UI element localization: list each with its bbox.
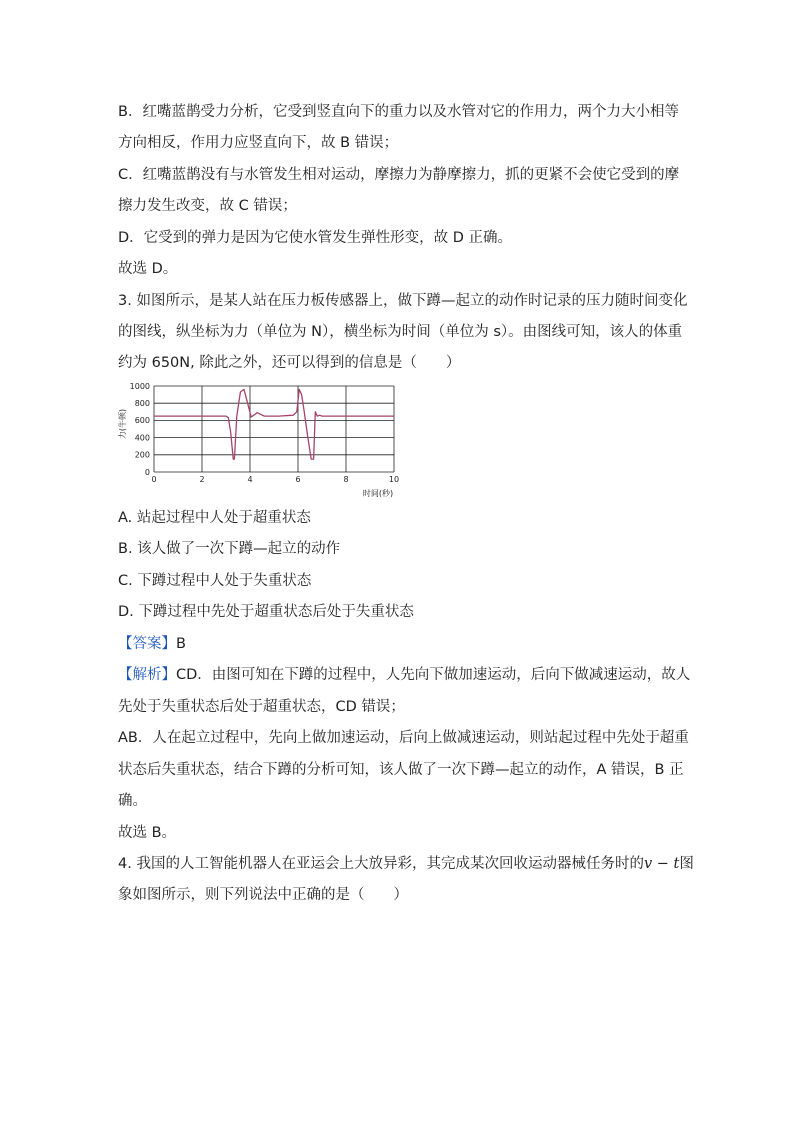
x-tick-label: 0 xyxy=(151,475,157,484)
vt-symbol: v − t xyxy=(643,856,680,872)
x-tick-label: 8 xyxy=(343,475,349,484)
y-tick-label: 800 xyxy=(134,399,150,408)
y-tick-label: 600 xyxy=(134,416,150,426)
question-4-stem xyxy=(118,854,694,874)
option-d: D. 下蹲过程中先处于超重状态后处于失重状态 xyxy=(118,604,414,620)
text-line: C．红嘴蓝鹊没有与水管发生相对运动，摩擦力为静摩擦力，抓的更紧不会使它受到的摩 xyxy=(118,167,680,183)
option-c: C. 下蹲过程中人处于失重状态 xyxy=(118,573,312,589)
y-tick-label: 200 xyxy=(134,450,150,460)
answer-value: B xyxy=(176,636,186,652)
y-axis-label: 力(牛顿) xyxy=(118,408,127,440)
question-3-stem: 约为 650N, 除此之外，还可以得到的信息是（ ） xyxy=(118,355,461,371)
question-4-text-end: 图 xyxy=(679,856,694,872)
question-3-stem: 的图线，纵坐标为力（单位为 N），横坐标为时间（单位为 s）。由图线可知，该人的体重 xyxy=(118,324,683,340)
text-line: B．红嘴蓝鹊受力分析，它受到竖直向下的重力以及水管对它的作用力，两个力大小相等 xyxy=(118,104,679,120)
x-tick-label: 2 xyxy=(199,475,205,484)
y-tick-label: 400 xyxy=(134,433,150,443)
x-tick-label: 4 xyxy=(247,475,253,484)
question-3-stem: 3. 如图所示，是某人站在压力板传感器上，做下蹲—起立的动作时记录的压力随时间变化 xyxy=(118,293,688,309)
force-series-line xyxy=(154,389,394,459)
x-tick-label: 10 xyxy=(388,475,400,484)
y-tick-label: 0 xyxy=(144,467,150,477)
text-line: 擦力发生改变，故 C 错误； xyxy=(118,198,297,214)
question-4-text: 4. 我国的人工智能机器人在亚运会上大放异彩，其完成某次回收运动器械任务时的 xyxy=(118,856,644,872)
explanation-line: 状态后失重状态，结合下蹲的分析可知，该人做了一次下蹲—起立的动作，A 错误，B 正 xyxy=(118,762,684,778)
answer-tag: 【答案】 xyxy=(118,636,176,652)
text-line: 方向相反，作用力应竖直向下，故 B 错误； xyxy=(118,135,399,151)
force-time-chart xyxy=(116,380,406,498)
option-a: A. 站起过程中人处于超重状态 xyxy=(118,510,311,526)
text-line: D．它受到的弹力是因为它使水管发生弹性形变，故 D 正确。 xyxy=(118,230,513,246)
explanation-line: AB．人在起立过程中，先向上做加速运动，后向上做减速运动，则站起过程中先处于超重 xyxy=(118,730,689,746)
question-4-stem: 象如图所示，则下列说法中正确的是（ ） xyxy=(118,887,408,903)
option-b: B. 该人做了一次下蹲—起立的动作 xyxy=(118,541,341,557)
explanation-tag: 【解析】 xyxy=(118,667,176,683)
explanation-line: 故选 B。 xyxy=(118,825,177,841)
x-tick-label: 6 xyxy=(295,475,301,484)
y-tick-label: 1000 xyxy=(129,381,150,391)
explanation-line xyxy=(118,665,690,685)
explanation-line: 确。 xyxy=(118,793,147,809)
explanation-text: CD．由图可知在下蹲的过程中，人先向下做加速运动，后向下做减速运动，故人 xyxy=(176,667,691,683)
explanation-line: 先处于失重状态后处于超重状态，CD 错误； xyxy=(118,699,405,715)
x-axis-label: 时间(秒) xyxy=(362,489,394,498)
text-line: 故选 D。 xyxy=(118,261,178,277)
answer-line xyxy=(118,634,186,654)
